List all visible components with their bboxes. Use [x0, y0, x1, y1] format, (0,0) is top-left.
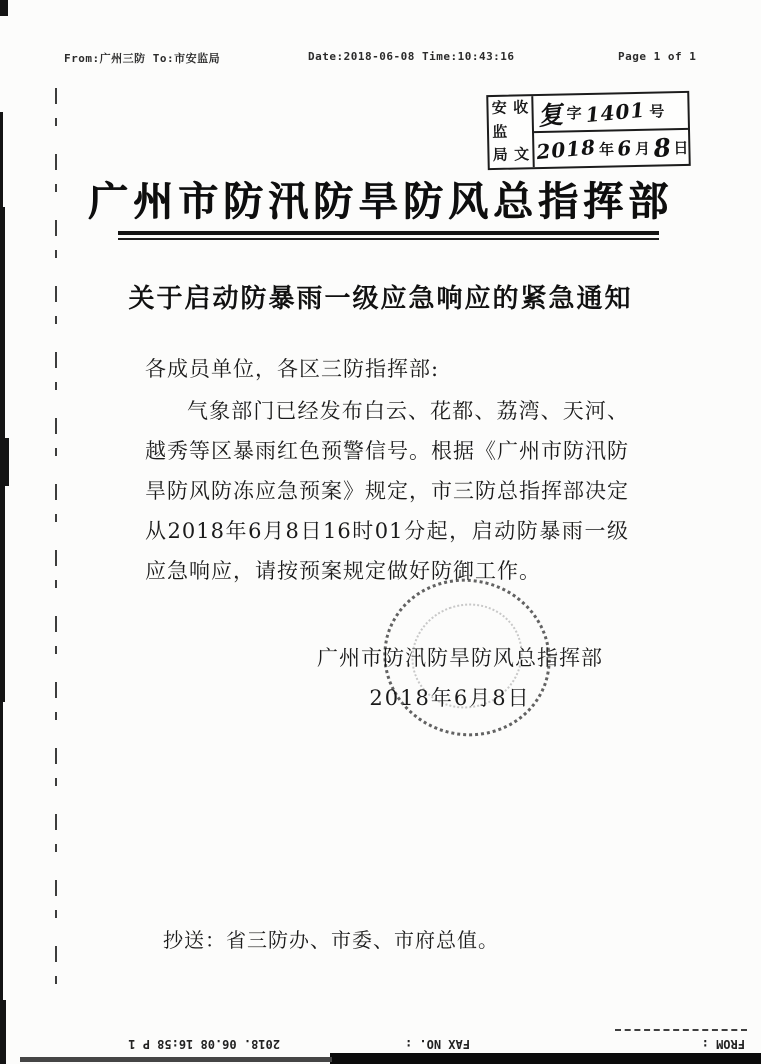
month-label: 月 [634, 139, 651, 158]
receipt-stamp-fields [533, 93, 689, 167]
scan-artifact-edge-mark [0, 702, 3, 1002]
stamp-char [510, 120, 532, 144]
fax-datetime-text: Date:2018-06-08 Time:10:43:16 [308, 50, 515, 63]
handwritten-ref-char: 复 [536, 99, 564, 131]
stamp-char: 监 [492, 122, 508, 141]
signature-date: 2018年6月8日 [369, 686, 531, 710]
ref-label: 字 [566, 104, 582, 123]
fax-footer-from-label: FROM : [701, 1037, 745, 1051]
letterhead-org-name: 广州市防汛防旱防风总指挥部 [88, 178, 673, 225]
document-title: 关于启动防暴雨一级应急响应的紧急通知 [128, 284, 633, 314]
scan-artifact-edge-mark [0, 0, 8, 16]
ref-suffix: 号 [649, 102, 665, 121]
handwritten-month: 6 [615, 135, 633, 161]
handwritten-ref-number: 1401 [584, 97, 647, 127]
scan-artifact-bottom-bar [330, 1053, 761, 1064]
receipt-stamp-box [486, 91, 691, 170]
handwritten-day: 8 [651, 132, 672, 163]
stamp-char: 局 [492, 146, 508, 165]
fax-from-to-text: From:广州三防 To:市安监局 [64, 52, 221, 65]
letterhead-rule-thin [118, 238, 659, 240]
stamp-char: 文 [514, 145, 530, 164]
receipt-ref-number-row [533, 93, 688, 133]
receipt-date-row [534, 130, 689, 167]
scan-artifact-edge-mark [0, 112, 3, 207]
receipt-stamp-office-label [488, 96, 534, 168]
stamp-char: 收 [513, 98, 529, 117]
stamp-char: 安 [491, 98, 507, 118]
fax-footer-dashed-line [615, 1029, 747, 1031]
scan-artifact-edge-mark [0, 438, 9, 486]
scan-artifact-dashed-line [55, 88, 57, 1010]
signature-org-name: 广州市防汛防旱防风总指挥部 [317, 646, 603, 670]
fax-footer-timestamp: 2018. 06.08 16:58 P 1 [128, 1037, 280, 1051]
fax-footer-faxno-label: FAX NO. : [404, 1037, 470, 1051]
body-paragraph: 气象部门已经发布白云、花都、荔湾、天河、越秀等区暴雨红色预警信号。根据《广州市防汛防旱防风防冻应急预案》规定，市三防总指挥部决定从2018年6月8日16时01分起，启动防暴雨一级应急响应，请按预案规定做好防御工作。 [145, 399, 629, 583]
letterhead-rule-thick [118, 231, 659, 235]
handwritten-year: 2018 [535, 134, 597, 165]
salutation-line: 各成员单位，各区三防指挥部: [145, 357, 440, 381]
year-label: 年 [598, 139, 615, 159]
scan-artifact-edge-mark [0, 1000, 6, 1064]
scan-artifact-bottom-gray-bar [20, 1057, 332, 1062]
fax-page-count-text: Page 1 of 1 [618, 50, 697, 63]
cc-distribution-line: 抄送：省三防办、市委、市府总值。 [163, 928, 499, 952]
day-label: 日 [673, 138, 689, 157]
